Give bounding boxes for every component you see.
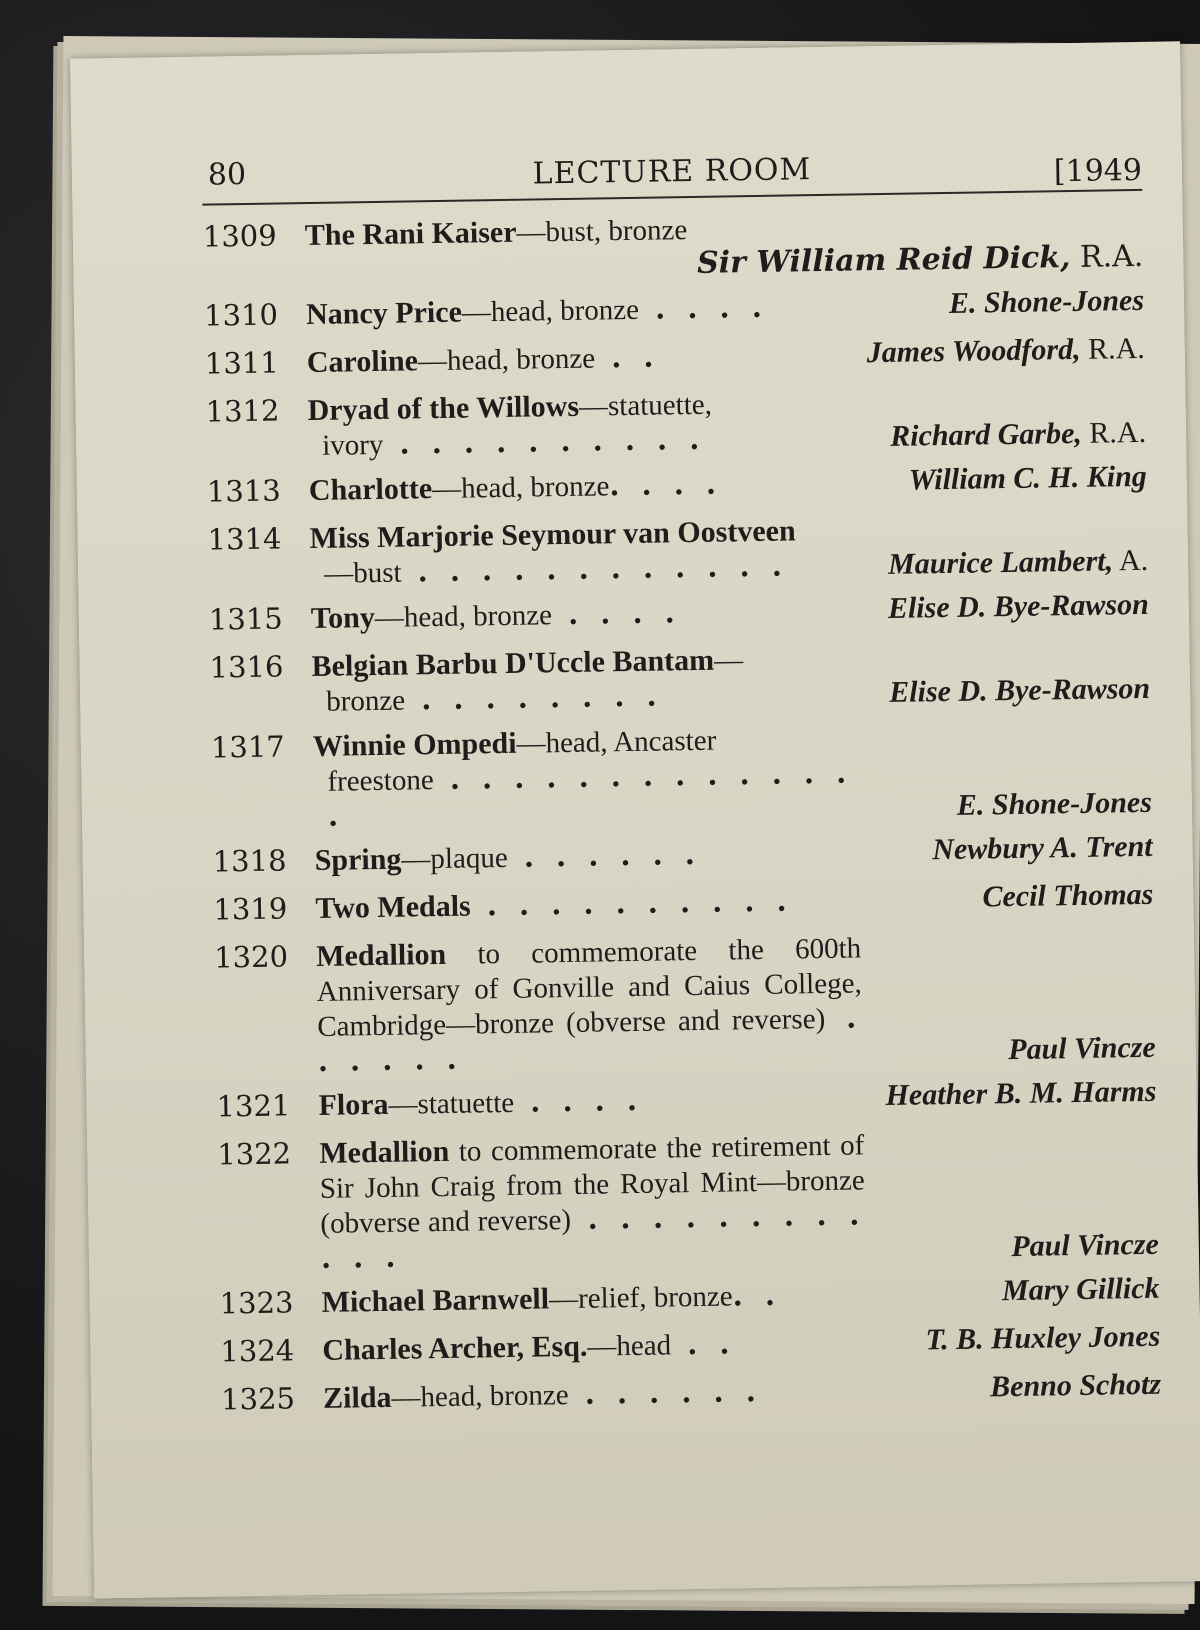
dot-leader: . . . . . . [568,1374,763,1412]
entry-title: Charlotte [308,472,433,508]
entry-title: Medallion [315,937,447,973]
entry-medium: —head [587,1329,672,1363]
catalogue-entry-1310 [204,284,1144,337]
entry-number: 1325 [220,1381,296,1417]
page-number: 80 [207,156,247,193]
entry-description [306,290,768,331]
dot-leader: . . [594,339,660,375]
entry-artist-line [949,284,1145,321]
entry-artist: T. B. Huxley Jones [925,1319,1161,1357]
entry-medium: — [713,644,744,677]
entry-description [316,930,863,1078]
entry-artist-line [1002,1272,1160,1308]
entry-body [311,636,1150,719]
dot-leader: . . . . . . . . . . [383,421,706,461]
entry-title: The Rani Kaiser [304,215,517,253]
entry-medium: —head, bronze [461,293,640,329]
entry-number: 1311 [204,345,279,381]
entry-body [307,332,1145,380]
entry-description [311,595,681,635]
entry-medium: —bust, bronze [516,214,688,249]
entry-title: Spring [314,842,402,877]
entry-artist: Cecil Thomas [982,877,1154,914]
entry-continuation [313,755,868,833]
entry-number: 1312 [205,393,280,429]
entry-description [321,1278,781,1319]
entry-number: 1317 [210,729,285,765]
catalogue-entry-1312 [205,380,1146,465]
entry-body [306,284,1144,332]
entry-artist-line [888,544,1149,582]
entry-medium-continued: bronze [325,684,406,718]
entry-body [307,380,1146,463]
entry-artist-suffix: R.A. [1081,415,1147,450]
dot-leader: . . . . . . . . . . . . . . [327,755,853,833]
catalogue-entries [203,205,1162,1421]
entry-artist-line [1011,1228,1159,1264]
entry-title: Belgian Barbu D'Uccle Bantam [311,643,715,683]
entry-title: Winnie Ompedi [312,726,517,763]
entry-body [322,1320,1160,1368]
entry-description [318,1083,643,1122]
entry-number: 1324 [220,1333,295,1369]
entry-artist: William C. H. King [908,459,1148,497]
catalogue-entry-1321 [216,1075,1156,1128]
entry-artist: Benno Schotz [989,1367,1162,1404]
entry-artist-line [1008,1031,1156,1067]
entry-body [323,1368,1161,1416]
catalogue-entry-1317 [211,716,1153,835]
page-content [202,137,1162,1431]
dot-leader: . . . . [513,1082,644,1119]
catalogue-entry-1322 [217,1123,1159,1277]
dot-leader: . . . . [551,595,681,632]
entry-artist-line [925,1320,1160,1358]
entry-artist-line [888,588,1149,626]
entry-description [314,837,701,877]
entry-body [319,1123,1159,1275]
entry-medium: —plaque [401,841,508,876]
entry-body [318,1075,1156,1123]
dot-leader: . . . . . . [507,836,702,874]
dot-leader: . . . . . . . . . . . . [401,548,789,589]
catalogue-entry-1319 [213,878,1153,931]
entry-body [309,508,1148,591]
catalogue-entry-1318 [212,830,1152,883]
catalogue-entry-1323 [219,1272,1159,1325]
entry-body [316,926,1156,1078]
entry-artist-suffix: A. [1112,543,1149,578]
entry-title: Dryad of the Willows [307,389,580,428]
entry-continuation [308,419,862,463]
entry-body [321,1272,1159,1320]
entry-description [307,339,660,379]
entry-artist-line [982,878,1153,915]
dot-leader: . . . . . . . . . . [470,883,793,923]
entry-description [315,883,793,924]
entry-body [305,205,1144,287]
entry-number: 1309 [202,218,277,254]
entry-continuation [310,547,864,591]
running-title: LECTURE ROOM [532,152,812,192]
entry-body [313,716,1153,833]
entry-medium-continued: ivory [321,428,384,462]
entry-title: Michael Barnwell [321,1282,550,1319]
entry-title: Caroline [306,344,419,380]
entry-title: Medallion [319,1134,450,1170]
catalogue-entry-1309 [203,205,1144,289]
catalogue-entry-1320 [214,926,1156,1080]
entry-number: 1316 [209,649,284,685]
entry-body [314,830,1152,878]
entry-body [311,588,1149,636]
entry-title: Two Medals [315,889,471,925]
entry-medium: —head, bronze [431,470,610,506]
entry-medium: —head, bronze [374,599,553,634]
catalogue-entry-1313 [207,460,1147,513]
entry-title: Nancy Price [305,295,463,332]
entry-artist-line [890,416,1146,454]
entry-artist-line [885,1075,1156,1113]
entry-medium: to commemorate the retirement of Sir John Craig from the Royal Mint—bronze (obverse and reverse) [319,1129,866,1240]
entry-artist-line [957,786,1153,823]
entry-artist: James Woodford, [866,332,1081,370]
entry-artist: Maurice Lambert, [887,544,1114,581]
entry-number: 1322 [217,1136,292,1172]
dot-leader: . . . . . . [317,1000,863,1078]
entry-body [309,460,1147,508]
entry-medium: —statuette, [578,388,713,423]
catalogue-entry-1311 [205,332,1145,385]
entry-medium-continued: —bust [323,556,402,590]
entry-title: Tony [310,601,376,636]
entry-medium: —relief, bronze [548,1280,733,1316]
entry-medium-continued: freestone [327,764,434,798]
entry-artist: Mary Gillick [1001,1271,1160,1308]
catalogue-entry-1325 [221,1368,1161,1421]
entry-artist: E. Shone-Jones [948,283,1145,320]
entry-artist-line [866,332,1145,370]
entry-description [322,1326,736,1366]
entry-title: Miss Marjorie Seymour van Oostveen [309,514,796,556]
book-page [70,41,1200,1598]
entry-artist-suffix: R.A. [1080,331,1146,366]
entry-artist-suffix: R.A. [1070,238,1144,276]
entry-artist: Paul Vincze [1007,1030,1156,1067]
catalogue-entry-1324 [220,1320,1160,1373]
entry-artist: Paul Vincze [1011,1227,1160,1264]
entry-artist-line [990,1368,1161,1405]
entry-artist: Heather B. M. Harms [885,1074,1157,1113]
entry-medium: —head, bronze [417,342,596,378]
entry-number: 1310 [203,297,279,333]
entry-medium: —head, Ancaster [516,724,717,760]
dot-leader: . . . . . . . . . . . . [320,1197,866,1275]
entry-number: 1320 [213,939,289,975]
dot-leader: . . [732,1277,782,1313]
entry-number: 1321 [216,1088,291,1124]
entry-artist-line [932,830,1153,867]
entry-number: 1323 [219,1285,294,1321]
entry-artist: Elise D. Bye-Rawson [887,587,1150,625]
entry-artist: E. Shone-Jones [956,785,1153,822]
entry-description [309,467,723,507]
entry-artist-line [908,460,1147,498]
entry-number: 1315 [208,601,283,637]
entry-medium: to commemorate the 600th Anniversary of Gonville and Caius College, Cambridge—bronze (obverse and reverse) [316,932,862,1043]
entry-artist: Sir William Reid Dick, [696,240,1071,281]
entry-body [315,878,1153,926]
entry-number: 1314 [207,521,282,557]
running-year: [1949 [1053,152,1143,190]
entry-medium: —statuette [388,1086,515,1121]
dot-leader: . . . . [638,289,769,326]
entry-title: Charles Archer, Esq. [322,1329,588,1367]
entry-artist-line [889,672,1150,710]
entry-title: Flora [318,1087,389,1122]
catalogue-entry-1316 [209,636,1150,721]
dot-leader: . . . . [609,466,723,503]
dot-leader: . . [670,1326,736,1362]
entry-number: 1313 [206,473,281,509]
entry-medium: —head, bronze [391,1379,569,1414]
catalogue-entry-1314 [207,508,1148,593]
entry-description [319,1127,866,1275]
entry-number: 1319 [213,891,288,927]
running-head [202,137,1143,206]
entry-artist: Elise D. Bye-Rawson [889,671,1151,709]
entry-artist: Richard Garbe, [889,416,1083,453]
entry-description [323,1374,762,1415]
dot-leader: . . . . . . . . [404,678,663,717]
entry-continuation [312,675,866,719]
entry-number: 1318 [212,843,287,879]
entry-artist: Newbury A. Trent [932,829,1153,867]
catalogue-entry-1315 [209,588,1149,641]
entry-title: Zilda [322,1380,392,1415]
